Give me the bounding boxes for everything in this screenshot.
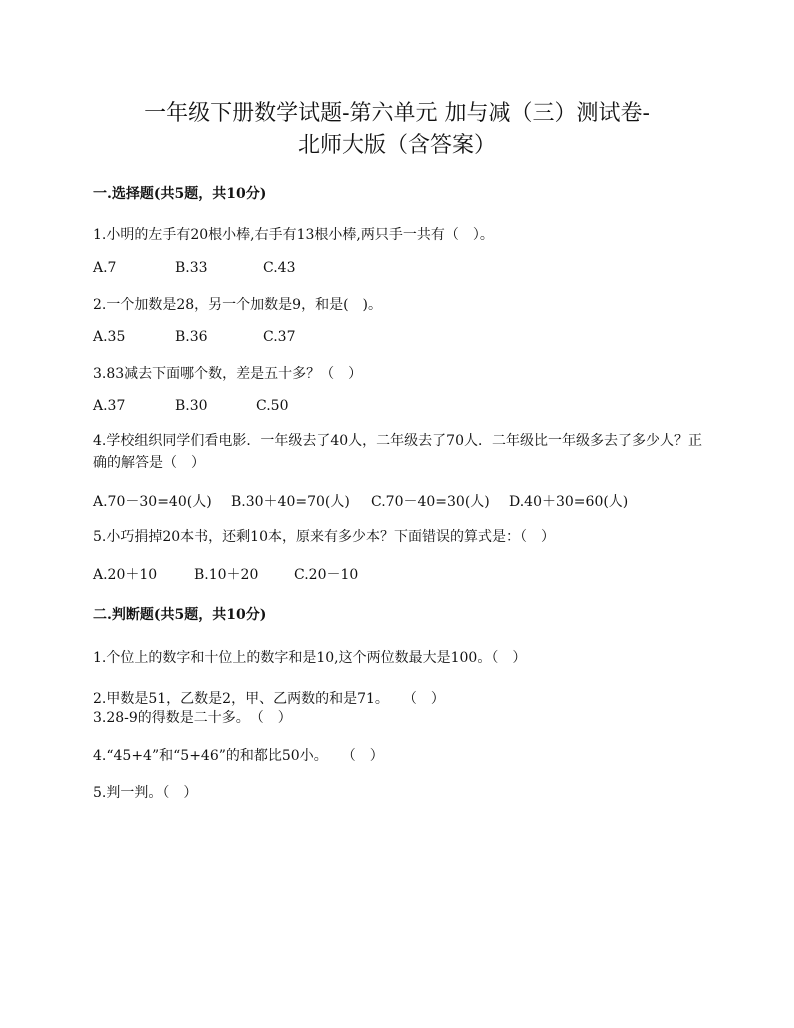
- option-d[interactable]: D.40＋30=60(人): [509, 494, 629, 510]
- option-a[interactable]: A.35: [93, 329, 126, 345]
- judgement-item: 4.“45+4”和“5+46”的和都比50小。 （ ）: [93, 748, 384, 764]
- option-b[interactable]: B.36: [175, 329, 208, 345]
- option-a[interactable]: A.7: [93, 260, 117, 276]
- option-c[interactable]: C.43: [263, 260, 296, 276]
- document-title-line1: 一年级下册数学试题-第六单元 加与减（三）测试卷-: [144, 101, 650, 126]
- question-text: 2.一个加数是28，另一个加数是9，和是( )。: [93, 297, 383, 313]
- option-c[interactable]: C.50: [256, 398, 289, 414]
- option-b[interactable]: B.10＋20: [194, 567, 259, 583]
- section-heading-multiple-choice: 一.选择题(共5题，共10分): [93, 186, 267, 202]
- question-text: 5.小巧捐掉20本书，还剩10本，原来有多少本？下面错误的算式是：（ ）: [93, 529, 555, 545]
- judgement-item: 2.甲数是51，乙数是2，甲、乙两数的和是71。 （ ）: [93, 691, 445, 707]
- judgement-item: 5.判一判。（ ）: [93, 785, 198, 801]
- section-heading-true-false: 二.判断题(共5题，共10分): [93, 607, 267, 623]
- option-c[interactable]: C.70－40=30(人): [371, 494, 490, 510]
- option-a[interactable]: A.70－30=40(人): [93, 494, 212, 510]
- option-a[interactable]: A.20＋10: [93, 567, 158, 583]
- option-b[interactable]: B.30＋40=70(人): [231, 494, 350, 510]
- document-title-line2: 北师大版（含答案）: [297, 133, 496, 158]
- option-a[interactable]: A.37: [93, 398, 126, 414]
- question-text: 1.小明的左手有20根小棒,右手有13根小棒,两只手一共有（ ）。: [93, 227, 494, 243]
- judgement-item: 1.个位上的数字和十位上的数字和是10,这个两位数最大是100。（ ）: [93, 650, 527, 666]
- question-text: 4.学校组织同学们看电影．一年级去了40人，二年级去了70人．二年级比一年级多去了多少人？正确的解答是（ ）: [93, 433, 702, 471]
- option-c[interactable]: C.20－10: [294, 567, 359, 583]
- question-text: 3.83减去下面哪个数，差是五十多？（ ）: [93, 366, 363, 382]
- option-b[interactable]: B.30: [175, 398, 208, 414]
- option-b[interactable]: B.33: [175, 260, 208, 276]
- judgement-item: 3.28-9的得数是二十多。 （ ）: [93, 710, 292, 726]
- option-c[interactable]: C.37: [263, 329, 296, 345]
